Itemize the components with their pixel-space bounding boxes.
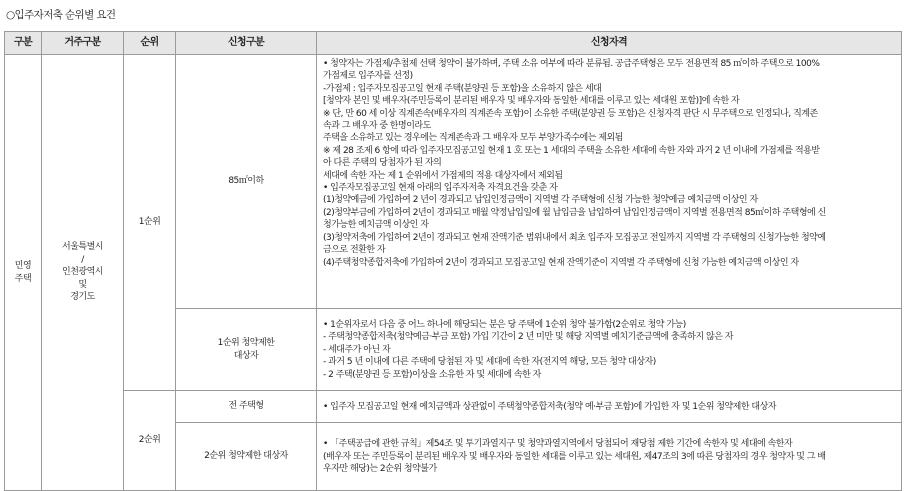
qualification-cell: [317, 423, 902, 491]
qualification-line: 청가능한 예치금액 이상인 자: [323, 220, 429, 231]
qualification-line: - 과거 5 년 이내에 다른 주택에 당첨된 자 및 세대에 속한 자(전지역 해당, 모든 청약 대상자): [323, 357, 656, 368]
qualification-line: 아 다른 주택의 당첨자가 된 자의: [323, 158, 442, 169]
header-residence: 거주구분: [42, 32, 124, 55]
region-line: /: [81, 254, 84, 265]
qualification-line: (배우자 또는 주민등록이 분리된 배우자 및 배우자와 동일한 세대를 이루고 있는 세대원, 제47조의 3에 따른 당첨자의 경우 청약자 및 그 배: [323, 451, 826, 462]
qualification-line: • 입주자 모집공고일 현재 예치금액과 상관없이 주택청약종합저축(청약 예·부금 포함)에 가입한 자 및 1순위 청약제한 대상자: [323, 401, 776, 412]
header-category: 구분: [5, 32, 42, 55]
section-title: ○입주자저축 순위별 요건: [6, 9, 116, 21]
qualification-line: • 입주자모집공고일 현재 아래의 입주자저축 자격요건을 갖춘 자: [323, 183, 558, 194]
qualification-line: -가점제 : 입주자모집공고일 현재 주택(분양권 등 포함)을 소유하지 않은 세대: [323, 83, 602, 94]
apply-type-cell: [176, 309, 317, 391]
qualification-cell: [317, 391, 902, 423]
table-header-row: [5, 32, 902, 55]
apply-type-label: 1순위 청약제한: [217, 338, 275, 349]
apply-type-label: 2순위 청약제한 대상자: [204, 451, 288, 462]
qualification-cell: [317, 55, 902, 309]
qualification-line: 세대에 속한 자는 제 1 순위에서 가점제의 적용 대상자에서 제외됨: [323, 170, 563, 181]
qualification-line: - 2 주택(분양권 등 포함)이상을 소유한 자 및 세대에 속한 자: [323, 369, 541, 380]
qualification-line: - 세대주가 아닌 자: [323, 344, 391, 355]
apply-type-cell: [176, 55, 317, 309]
qualification-line: ※ 단, 만 60 세 이상 직계존속(배우자의 직계존속 포함)이 소유한 주택(분양권 등 포함)은 신청자격 판단 시 무주택으로 인정되나, 직계존: [323, 108, 818, 119]
apply-type-label: 85㎡이하: [228, 176, 264, 187]
header-qualification: 신청자격: [317, 32, 902, 55]
apply-type-label: 대상자: [233, 350, 259, 361]
qualification-line: • 청약자는 가점제/추첨제 선택 청약이 불가하며, 주택 소유 여부에 따라 분류됨. 공급주택형은 모두 전용면적 85 ㎡이하 주택으로 100%: [323, 59, 820, 69]
category-cell: [5, 55, 42, 491]
apply-type-cell: [176, 423, 317, 491]
header-apply-type: 신청구분: [176, 32, 317, 55]
qualification-line: ※ 제 28 조제 6 항에 따라 입주자모집공고일 현재 1 호 또는 1 세대의 주택을 소유한 세대에 속한 자와 과거 2 년 이내에 가점제를 적용받: [323, 145, 820, 156]
qualification-line: (1)청약예금에 가입하여 2 년이 경과되고 납입인정금액이 지역별 각 주택형에 신청 가능한 청약예금 예치금액 이상인 자: [323, 195, 758, 206]
residence-cell: [42, 55, 124, 491]
qualification-line: - 주택청약종합저축(청약예금·부금 포함) 가입 기간이 2 년 미만 및 해당 지역별 예치기준금액에 충족하지 않은 자: [323, 332, 733, 343]
qualification-line: • 1순위자로서 다음 중 어느 하나에 해당되는 분은 당 주택에 1순위 청약 불가함(2순위로 청약 가능): [323, 319, 686, 330]
qualification-line: (3)청약저축에 가입하여 2년이 경과되고 현재 잔액기준 범위내에서 최초 입주자 모집공고 전일까지 지역별 각 주택형의 신청가능한 청약예: [323, 232, 826, 243]
qualification-line: 주택을 소유하고 있는 경우에는 직계존속과 그 배우자 모두 부양가족수에는 제외됨: [323, 133, 623, 144]
table-row: [5, 55, 902, 309]
rank2-cell: 2순위: [124, 391, 176, 491]
region-line: 경기도: [70, 292, 95, 303]
apply-type-cell: [176, 391, 317, 423]
apply-type-label: 전 주택형: [228, 401, 264, 412]
qualification-line: • 「주택공급에 관한 규칙」제54조 및 투기과열지구 및 청약과열지역에서 당첨되어 재당첨 제한 기간에 속한자 및 세대에 속한자: [323, 439, 793, 450]
qualification-line: 우자만 해당)는 2순위 청약불가: [323, 464, 437, 475]
region-line: 및: [78, 279, 87, 290]
rank1-cell: 1순위: [124, 55, 176, 391]
header-rank: 순위: [124, 32, 176, 55]
qualification-line: 금으로 전환한 자: [323, 245, 386, 256]
qualification-line: (2)청약부금에 가입하여 2년이 경과되고 매월 약정납입일에 월 납입금을 납입하여 납입인정금액이 지역별 전용면적 85㎡이하 주택형에 신: [323, 207, 826, 218]
region-line: 서울특별시: [62, 242, 103, 253]
qualification-cell: [317, 309, 902, 391]
category-line: 주택: [14, 273, 32, 284]
rank-requirements-table: [4, 31, 902, 491]
qualification-line: 속과 그 배우자 중 한명이라도: [323, 121, 431, 132]
qualification-line: (4)주택청약종합저축에 가입하여 2년이 경과되고 모집공고일 현재 잔액기준이 지역별 각 주택형에 신청 가능한 예치금액 이상인 자: [323, 257, 799, 268]
qualification-line: 가점제로 입주자를 선정): [323, 71, 413, 82]
qualification-line: [청약자 본인 및 배우자(주민등록이 분리된 배우자 및 배우자와 동일한 세대를 이루고 있는 세대원 포함)]에 속한 자: [323, 96, 740, 107]
region-line: 인천광역시: [62, 267, 103, 278]
table-row: [5, 391, 902, 423]
category-line: 민영: [14, 261, 32, 272]
